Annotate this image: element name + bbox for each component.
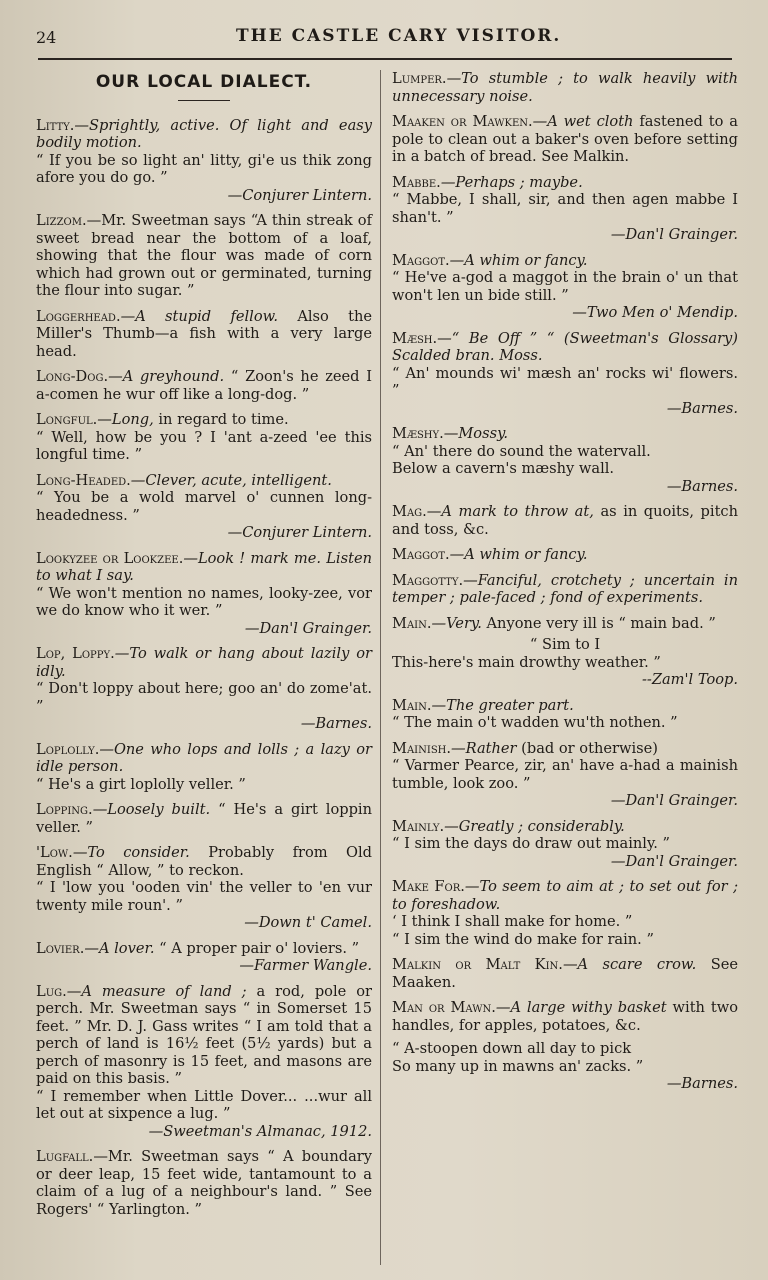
page-number: 24 <box>36 28 57 47</box>
quotation: “ I 'low you 'ooden vin' the veller to 'en vur twenty mile roun'. ” <box>36 879 372 914</box>
headword: Lookyzee or Lookzee. <box>36 549 184 567</box>
entry-lovier <box>36 940 372 975</box>
headword: Mæshy. <box>392 425 444 442</box>
headword: Lizzom. <box>36 212 87 229</box>
headword: Loplolly. <box>36 740 100 758</box>
headword: 'Low. <box>36 844 73 861</box>
headword: Main. <box>392 614 432 632</box>
definition: —“ Be Off ” “ (Sweetman's Glossary) Scalded bran. Moss. <box>392 329 738 364</box>
headword: Litty. <box>36 116 75 134</box>
entry-lizzom <box>36 212 372 300</box>
entry-text: a rod, pole or perch. Mr. Sweetman says “ in Somerset 15 feet. ” Mr. D. J. Gass writes “ I am told that a perch of land is 16½ feet (5½ yards) but a perch of masonry is 15 feet, and masons are paid on this basis. ” <box>36 982 372 1087</box>
headword: Lumper. <box>392 70 447 87</box>
headword: Loggerhead. <box>36 307 121 325</box>
entry-text: —Mr. Sweetman says “ A boundary or deer leap, 15 feet wide, tantamount to a claim of a lug of a neighbour's land. ” See Rogers' “ Yarlington. ” <box>36 1148 372 1218</box>
title-rule <box>178 100 230 101</box>
quotation: “ An' mounds wi' mæsh an' rocks wi' flowers. ” <box>392 364 738 399</box>
definition: —To walk or hang about lazily or idly. <box>36 645 372 680</box>
entry-text: Probably from Old English “ Allow, ” to reckon. <box>36 844 373 879</box>
headword: Maggot. <box>392 251 450 269</box>
headword: Mainly. <box>392 817 445 835</box>
entry-text: (bad or otherwise) <box>516 739 658 757</box>
quotation: ‘ I think I shall make for home. ” <box>392 913 633 930</box>
entry-maaken <box>392 113 738 166</box>
headword: Maaken or Mawken. <box>392 113 533 130</box>
entry-malkin <box>392 956 738 991</box>
headword: Mabbe. <box>392 173 441 191</box>
entry-mag <box>392 503 738 538</box>
column-divider <box>380 70 381 1265</box>
entry-loggerhead <box>36 308 372 361</box>
quotation: “ I sim the wind do make for rain. ” <box>392 930 654 948</box>
entry-text: “ Zoon's he zeed I a-comen he wur off like a long-dog. ” <box>36 368 373 403</box>
definition: —A mark to throw at, <box>426 503 594 520</box>
source: --Zam'l Toop. <box>641 671 738 688</box>
headword: Main. <box>392 696 432 714</box>
headword: Man or Mawn. <box>392 999 496 1016</box>
quotation: “ You be a wold marvel o' cunnen long-headedness. ” <box>36 489 372 524</box>
definition: —A stupid fellow. <box>120 307 279 325</box>
entry-maesh <box>392 330 738 418</box>
entry-text: with two handles, for apples, potatoes, &c. <box>392 999 739 1034</box>
entry-man <box>392 999 738 1093</box>
quotation: “ He's a girt loplolly veller. ” <box>36 775 246 793</box>
running-head: THE CASTLE CARY VISITOR. <box>236 26 562 46</box>
source: —Dan'l Grainger. <box>610 226 738 243</box>
quotation: “ I sim the days do draw out mainly. ” <box>392 835 671 852</box>
headword: Lop, Loppy. <box>36 645 115 662</box>
definition: —A whim or fancy. <box>449 251 588 269</box>
entry-mabbe <box>392 174 738 244</box>
definition: —To seem to aim at ; to set out for ; to foreshadow. <box>392 878 738 913</box>
right-column <box>392 70 738 1270</box>
definition: —Rather <box>451 739 517 757</box>
source: —Sweetman's Almanac, 1912. <box>148 1122 372 1140</box>
source: —Two Men o' Mendip. <box>572 304 738 321</box>
source: —Dan'l Grainger. <box>610 852 738 870</box>
entry-lookyzee <box>36 550 372 638</box>
section-title: OUR LOCAL DIALECT. <box>95 72 313 92</box>
entry-litty <box>36 117 372 205</box>
entry-lug <box>36 983 372 1141</box>
entry-lop <box>36 645 372 733</box>
source: —Barnes. <box>300 715 372 732</box>
quotation: “ Don't loppy about here; goo an' do zome'at. ” <box>36 680 372 715</box>
definition: —Very. <box>431 614 482 632</box>
entry-long-headed <box>36 472 372 542</box>
quotation: Below a cavern's mæshy wall. <box>392 460 615 477</box>
headword: Lugfall. <box>36 1148 94 1165</box>
definition: —A wet cloth <box>532 113 634 130</box>
headword: Mag. <box>392 503 427 520</box>
headword: Longful. <box>36 411 98 428</box>
quotation: “ Varmer Pearce, zir, an' have a-had a mainish tumble, look zoo. ” <box>392 757 738 792</box>
page-header <box>36 26 728 60</box>
source: —Conjurer Lintern. <box>227 186 372 204</box>
source: —Barnes. <box>666 477 738 495</box>
entry-lumper <box>392 70 738 105</box>
entry-make-for <box>392 878 738 948</box>
entry-mainly <box>392 818 738 871</box>
entry-text: —Mr. Sweetman says “A thin streak of sweet bread near the bottom of a loaf, showing that the flour was made of corn which had grown out or germinated, turning the flour into sugar. ” <box>36 212 372 299</box>
quotation: “ The main o't wadden wu'th nothen. ” <box>392 714 678 731</box>
definition: —A whim or fancy. <box>449 546 588 563</box>
entry-longful <box>36 411 372 464</box>
source: —Farmer Wangle. <box>239 957 372 974</box>
definition: —To consider. <box>72 844 190 861</box>
entry-mainish <box>392 740 738 810</box>
entry-text: See Maaken. <box>392 956 738 991</box>
entry-main <box>392 615 738 689</box>
quotation: “ We won't mention no names, looky-zee, vor we do know who it wer. ” <box>36 584 372 619</box>
definition: —Sprightly, active. Of light and easy bodily motion. <box>36 116 372 151</box>
source: —Conjurer Lintern. <box>227 524 372 541</box>
definition: —To stumble ; to walk heavily with unnecessary noise. <box>392 70 738 105</box>
quotation: So many up in mawns an' zacks. ” <box>392 1057 644 1075</box>
quotation: “ Well, how be you ? I 'ant a-zeed 'ee this longful time. ” <box>36 428 372 463</box>
definition: —Long, <box>97 411 154 428</box>
quotation: “ A-stoopen down all day to pick <box>392 1040 632 1057</box>
entry-lopping <box>36 801 372 836</box>
quotation: This-here's main drowthy weather. ” <box>392 653 661 671</box>
entry-text: as in quoits, pitch and toss, &c. <box>392 503 739 538</box>
headword: Malkin or Malt Kin. <box>392 956 563 973</box>
definition: —A lover. <box>84 939 155 957</box>
definition: —Mossy. <box>443 425 509 442</box>
quotation: “ I remember when Little Dover... ...wur all let out at sixpence a lug. ” <box>36 1087 372 1122</box>
headword: Long-Headed. <box>36 471 131 489</box>
definition: —A measure of land ; <box>66 982 247 1000</box>
headword: Long-Dog. <box>36 368 109 385</box>
headword: Maggotty. <box>392 571 464 589</box>
source: —Barnes. <box>666 1075 738 1092</box>
entry-loplolly <box>36 741 372 794</box>
quotation: “ Mabbe, I shall, sir, and then agen mabbe I shan't. ” <box>392 191 738 226</box>
quotation: “ An' there do sound the watervall. <box>392 442 651 460</box>
header-rule <box>38 58 732 60</box>
quotation: “ He've a-god a maggot in the brain o' un that won't len un bide still. ” <box>392 269 738 304</box>
headword: Mainish. <box>392 739 452 757</box>
source: —Barnes. <box>666 399 738 417</box>
definition: —Greatly ; considerably. <box>444 817 625 835</box>
definition: —Perhaps ; maybe. <box>440 173 583 191</box>
entry-maggot <box>392 252 738 322</box>
quotation: “ Sim to I <box>529 636 601 653</box>
headword: Lovier. <box>36 939 85 957</box>
entry-text: “ He's a girt loppin veller. ” <box>36 801 372 836</box>
entry-low <box>36 844 372 932</box>
headword: Make For. <box>392 878 465 895</box>
entry-maeshy <box>392 425 738 495</box>
entry-maggot-2 <box>392 546 738 564</box>
headword: Lug. <box>36 982 67 1000</box>
definition: —Fanciful, crotchety ; uncertain in temper ; pale-faced ; fond of experiments. <box>392 571 738 606</box>
definition: —A scare crow. <box>562 956 697 973</box>
entry-maggotty <box>392 572 738 607</box>
definition: —Clever, acute, intelligent. <box>130 471 332 489</box>
entry-lugfall <box>36 1148 372 1218</box>
entry-main-2 <box>392 697 738 732</box>
headword: Lopping. <box>36 801 93 818</box>
entry-text: in regard to time. <box>153 411 289 428</box>
entry-text: Also the Miller's Thumb—a fish with a very large head. <box>36 307 372 360</box>
source: —Dan'l Grainger. <box>610 792 738 809</box>
entry-text: “ A proper pair o' loviers. ” <box>154 939 360 957</box>
entry-long-dog <box>36 368 372 403</box>
definition: —The greater part. <box>431 696 574 714</box>
entry-text: fastened to a pole to clean out a baker's oven before setting in a batch of bread. See Malkin. <box>392 113 738 165</box>
entry-text: Anyone very ill is “ main bad. ” <box>481 614 716 632</box>
quotation: “ If you be so light an' litty, gi'e us thik zong afore you do go. ” <box>36 151 372 186</box>
left-column <box>36 70 372 1270</box>
definition: —Loosely built. <box>92 801 211 818</box>
headword: Mæsh. <box>392 329 438 347</box>
headword: Maggot. <box>392 546 450 563</box>
definition: —A greyhound. <box>108 368 225 385</box>
source: —Down t' Camel. <box>244 914 372 931</box>
definition: —Look ! mark me. Listen to what I say. <box>36 549 372 584</box>
definition: —A large withy basket <box>495 999 667 1016</box>
source: —Dan'l Grainger. <box>244 619 372 637</box>
definition: —One who lops and lolls ; a lazy or idle person. <box>36 740 372 775</box>
